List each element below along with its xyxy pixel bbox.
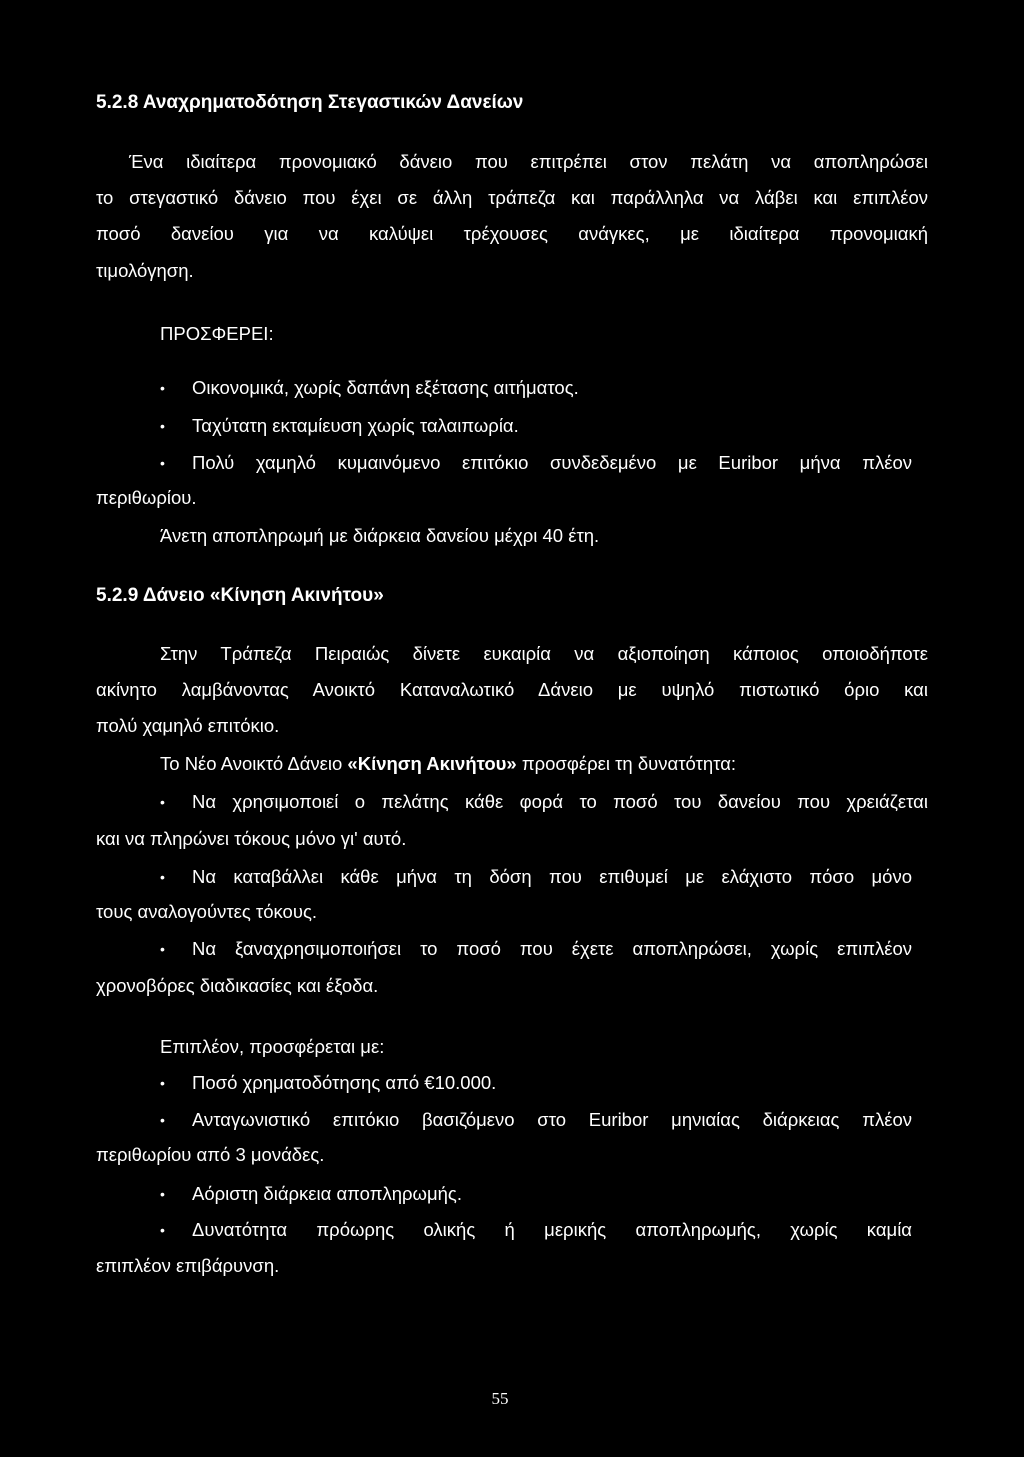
repayment-note: Άνετη αποπληρωμή με διάρκεια δανείου μέχρι 40 έτη.	[160, 525, 600, 546]
list-item-continuation: χρονοβόρες διαδικασίες και έξοδα.	[96, 975, 379, 996]
list-item-continuation: περιθωρίου από 3 μονάδες.	[96, 1144, 325, 1165]
list-item: Να χρησιμοποιεί ο πελάτης κάθε φορά το ποσό του δανείου που χρειάζεται	[192, 791, 928, 812]
list-item-continuation: τους αναλογούντες τόκους.	[96, 901, 318, 922]
paragraph-line: Ένα ιδιαίτερα προνομιακό δάνειο που επιτρέπει στον πελάτη να αποπληρώσει	[129, 151, 928, 172]
list-item: Αόριστη διάρκεια αποπληρωμής.	[192, 1183, 462, 1204]
list-item: Πολύ χαμηλό κυμαινόμενο επιτόκιο συνδεδεμένο με Euribor μήνα πλέον	[192, 452, 912, 473]
list-item: Δυνατότητα πρόωρης ολικής ή μερικής αποπληρωμής, χωρίς καμία	[192, 1219, 912, 1240]
list-item: Ταχύτατη εκταμίευση χωρίς ταλαιπωρία.	[192, 415, 519, 436]
bullet-icon: •	[160, 1222, 165, 1238]
section-heading-property-loan: 5.2.9 Δάνειο «Κίνηση Ακινήτου»	[96, 585, 384, 606]
capability-intro-text: προσφέρει τη δυνατότητα:	[516, 753, 737, 774]
list-item: Ανταγωνιστικό επιτόκιο βασιζόμενο στο Euribor μηνιαίας διάρκειας πλέον	[192, 1109, 912, 1130]
paragraph-line: ποσό δανείου για να καλύψει τρέχουσες ανάγκες, με ιδιαίτερα προνομιακή	[96, 223, 928, 244]
bullet-icon: •	[160, 455, 165, 471]
capability-intro	[160, 752, 736, 776]
page-number: 55	[491, 1389, 509, 1408]
bullet-icon: •	[160, 794, 165, 810]
list-item-continuation: και να πληρώνει τόκους μόνο γι' αυτό.	[96, 828, 407, 849]
bullet-icon: •	[160, 418, 165, 434]
paragraph-line: ακίνητο λαμβάνοντας Ανοικτό Καταναλωτικό Δάνειο με υψηλό πιστωτικό όριο και	[96, 679, 928, 700]
section-heading-refinancing: 5.2.8 Αναχρηματοδότηση Στεγαστικών Δανείων	[96, 92, 524, 113]
list-item-continuation: επιπλέον επιβάρυνση.	[96, 1255, 280, 1276]
bullet-icon: •	[160, 1112, 165, 1128]
paragraph-line: Στην Τράπεζα Πειραιώς δίνετε ευκαιρία να αξιοποίηση κάποιος οποιοδήποτε	[160, 643, 928, 664]
list-item: Οικονομικά, χωρίς δαπάνη εξέτασης αιτήματος.	[192, 377, 579, 398]
paragraph-line: πολύ χαμηλό επιτόκιο.	[96, 715, 280, 736]
additional-label: Επιπλέον, προσφέρεται με:	[160, 1036, 385, 1057]
offers-label: ΠΡΟΣΦΕΡΕΙ:	[160, 323, 274, 344]
paragraph-line: τιμολόγηση.	[96, 260, 194, 281]
bullet-icon: •	[160, 1075, 165, 1091]
list-item: Ποσό χρηματοδότησης από €10.000.	[192, 1072, 497, 1093]
bullet-icon: •	[160, 941, 165, 957]
bullet-icon: •	[160, 869, 165, 885]
bullet-icon: •	[160, 380, 165, 396]
list-item: Να ξαναχρησιμοποιήσει το ποσό που έχετε αποπληρώσει, χωρίς επιπλέον	[192, 938, 912, 959]
capability-intro-text: Το Νέο Ανοικτό Δάνειο	[160, 753, 348, 774]
paragraph-line: το στεγαστικό δάνειο που έχει σε άλλη τράπεζα και παράλληλα να λάβει και επιπλέον	[96, 187, 928, 208]
product-name: «Κίνηση Ακινήτου»	[347, 753, 517, 774]
bullet-icon: •	[160, 1186, 165, 1202]
list-item: Να καταβάλλει κάθε μήνα τη δόση που επιθυμεί με ελάχιστο πόσο μόνο	[192, 866, 912, 887]
list-item-continuation: περιθωρίου.	[96, 487, 197, 508]
